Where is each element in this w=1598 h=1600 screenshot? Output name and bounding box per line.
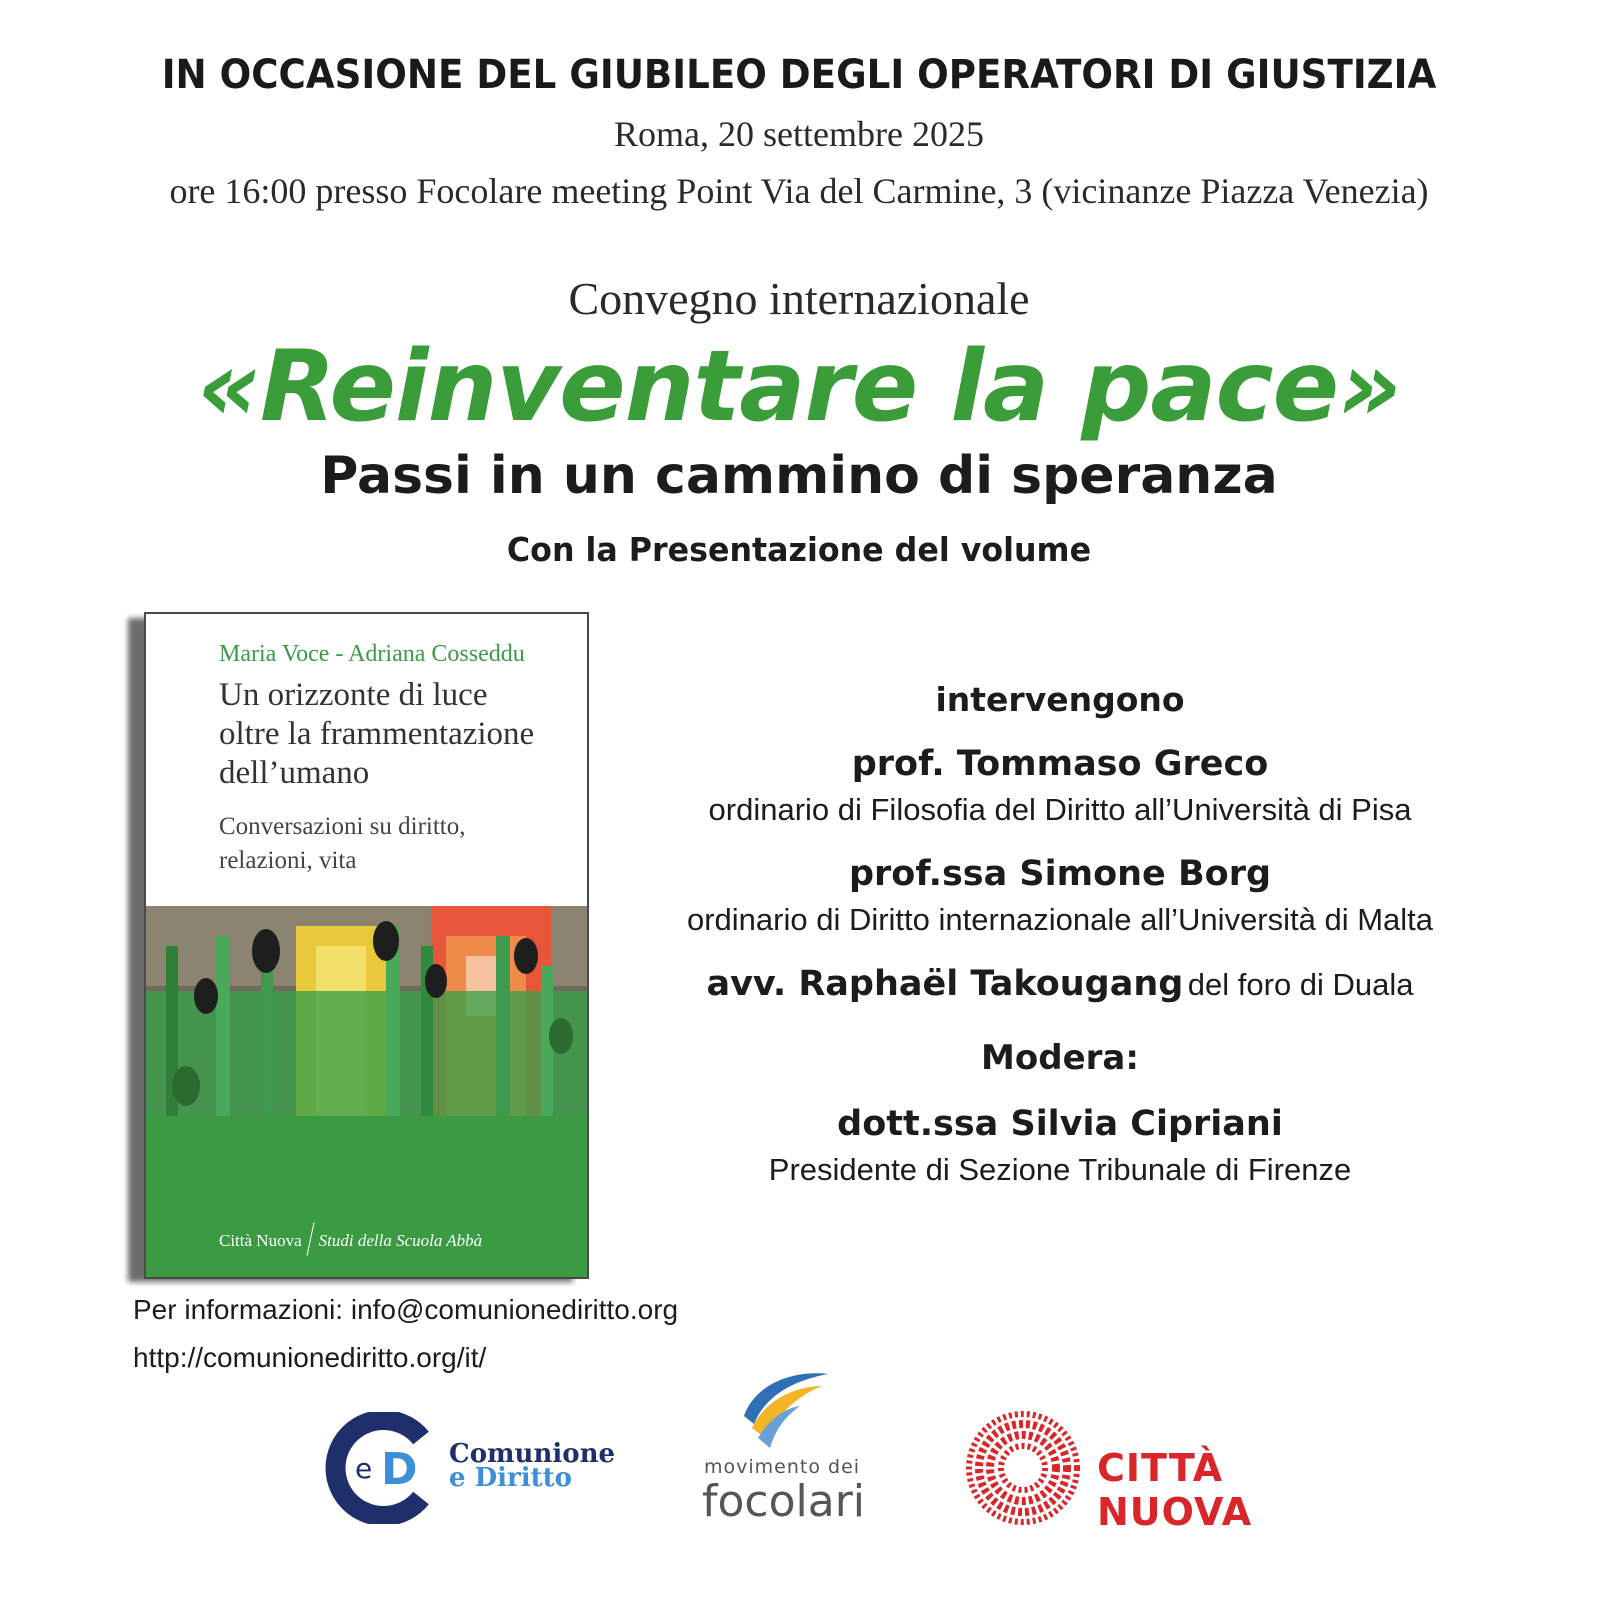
conference-title: «Reinventare la pace» — [197, 330, 1401, 444]
speaker-name: avv. Raphaël Takougang — [706, 964, 1184, 1004]
event-venue: ore 16:00 presso Focolare meeting Point Via del Carmine, 3 (vicinanze Piazza Venezia) — [169, 171, 1429, 211]
speaker-role: ordinario di Diritto internazionale all’Università di Malta — [686, 902, 1434, 937]
ced-line1: Comunione — [449, 1439, 616, 1469]
citta-nuova-sun-icon — [965, 1410, 1081, 1526]
speakers-label: intervengono — [935, 680, 1185, 719]
conference-label: Convegno internazionale — [568, 273, 1030, 324]
book-footer — [219, 1222, 482, 1256]
speaker-role: del foro di Duala — [1187, 967, 1414, 1002]
svg-text:D: D — [381, 1444, 418, 1495]
conference-subtitle: Passi in un cammino di speranza — [320, 446, 1278, 506]
info-email: Per informazioni: info@comunionediritto.org — [133, 1294, 679, 1325]
speaker-role: ordinario di Filosofia del Diritto all’Università di Pisa — [708, 792, 1412, 827]
stained-glass-image — [146, 906, 587, 1116]
focolari-line1: movimento dei — [704, 1456, 861, 1478]
speaker-line — [600, 964, 1520, 1004]
focolari-logo — [690, 1368, 880, 1528]
book-title-line: dell’umano — [219, 755, 370, 791]
citta-nuova-wordmark: CITTÀ NUOVA — [1097, 1446, 1253, 1534]
ced-wordmark — [449, 1439, 616, 1493]
book-title-line: Un orizzonte di luce — [219, 677, 488, 713]
comunione-diritto-logo — [325, 1412, 625, 1524]
info-url[interactable]: http://comunionediritto.org/it/ — [133, 1342, 487, 1373]
moderator-name: dott.ssa Silvia Cipriani — [837, 1104, 1283, 1144]
moderator-label: Modera: — [981, 1038, 1139, 1078]
book-publisher: Città Nuova — [219, 1231, 302, 1250]
book-authors: Maria Voce - Adriana Cosseddu — [219, 641, 525, 667]
book-subtitle-line: relazioni, vita — [219, 847, 357, 874]
book-presentation-label: Con la Presentazione del volume — [506, 530, 1092, 569]
event-date: Roma, 20 settembre 2025 — [614, 114, 984, 154]
book-title-line: oltre la frammentazione — [219, 716, 535, 752]
book-subtitle-line: Conversazioni su diritto, — [219, 813, 466, 840]
ced-mark-icon — [325, 1412, 437, 1524]
book-series: Studi della Scuola Abbà — [318, 1231, 483, 1250]
book-cover — [144, 612, 589, 1279]
speaker-name: prof. Tommaso Greco — [851, 744, 1269, 784]
focolari-line2: focolari — [702, 1476, 866, 1527]
occasion-heading: IN OCCASIONE DEL GIUBILEO DEGLI OPERATORI DI GIUSTIZIA — [161, 52, 1437, 98]
book-title — [219, 676, 579, 793]
book-subtitle — [219, 810, 466, 878]
focolari-swoosh-icon — [736, 1368, 836, 1452]
speaker-name: prof.ssa Simone Borg — [848, 854, 1272, 894]
citta-nuova-logo — [965, 1410, 1345, 1534]
svg-text:e: e — [355, 1452, 373, 1485]
moderator-role: Presidente di Sezione Tribunale di Firenze — [768, 1152, 1352, 1187]
ced-line2: e Diritto — [449, 1463, 572, 1493]
